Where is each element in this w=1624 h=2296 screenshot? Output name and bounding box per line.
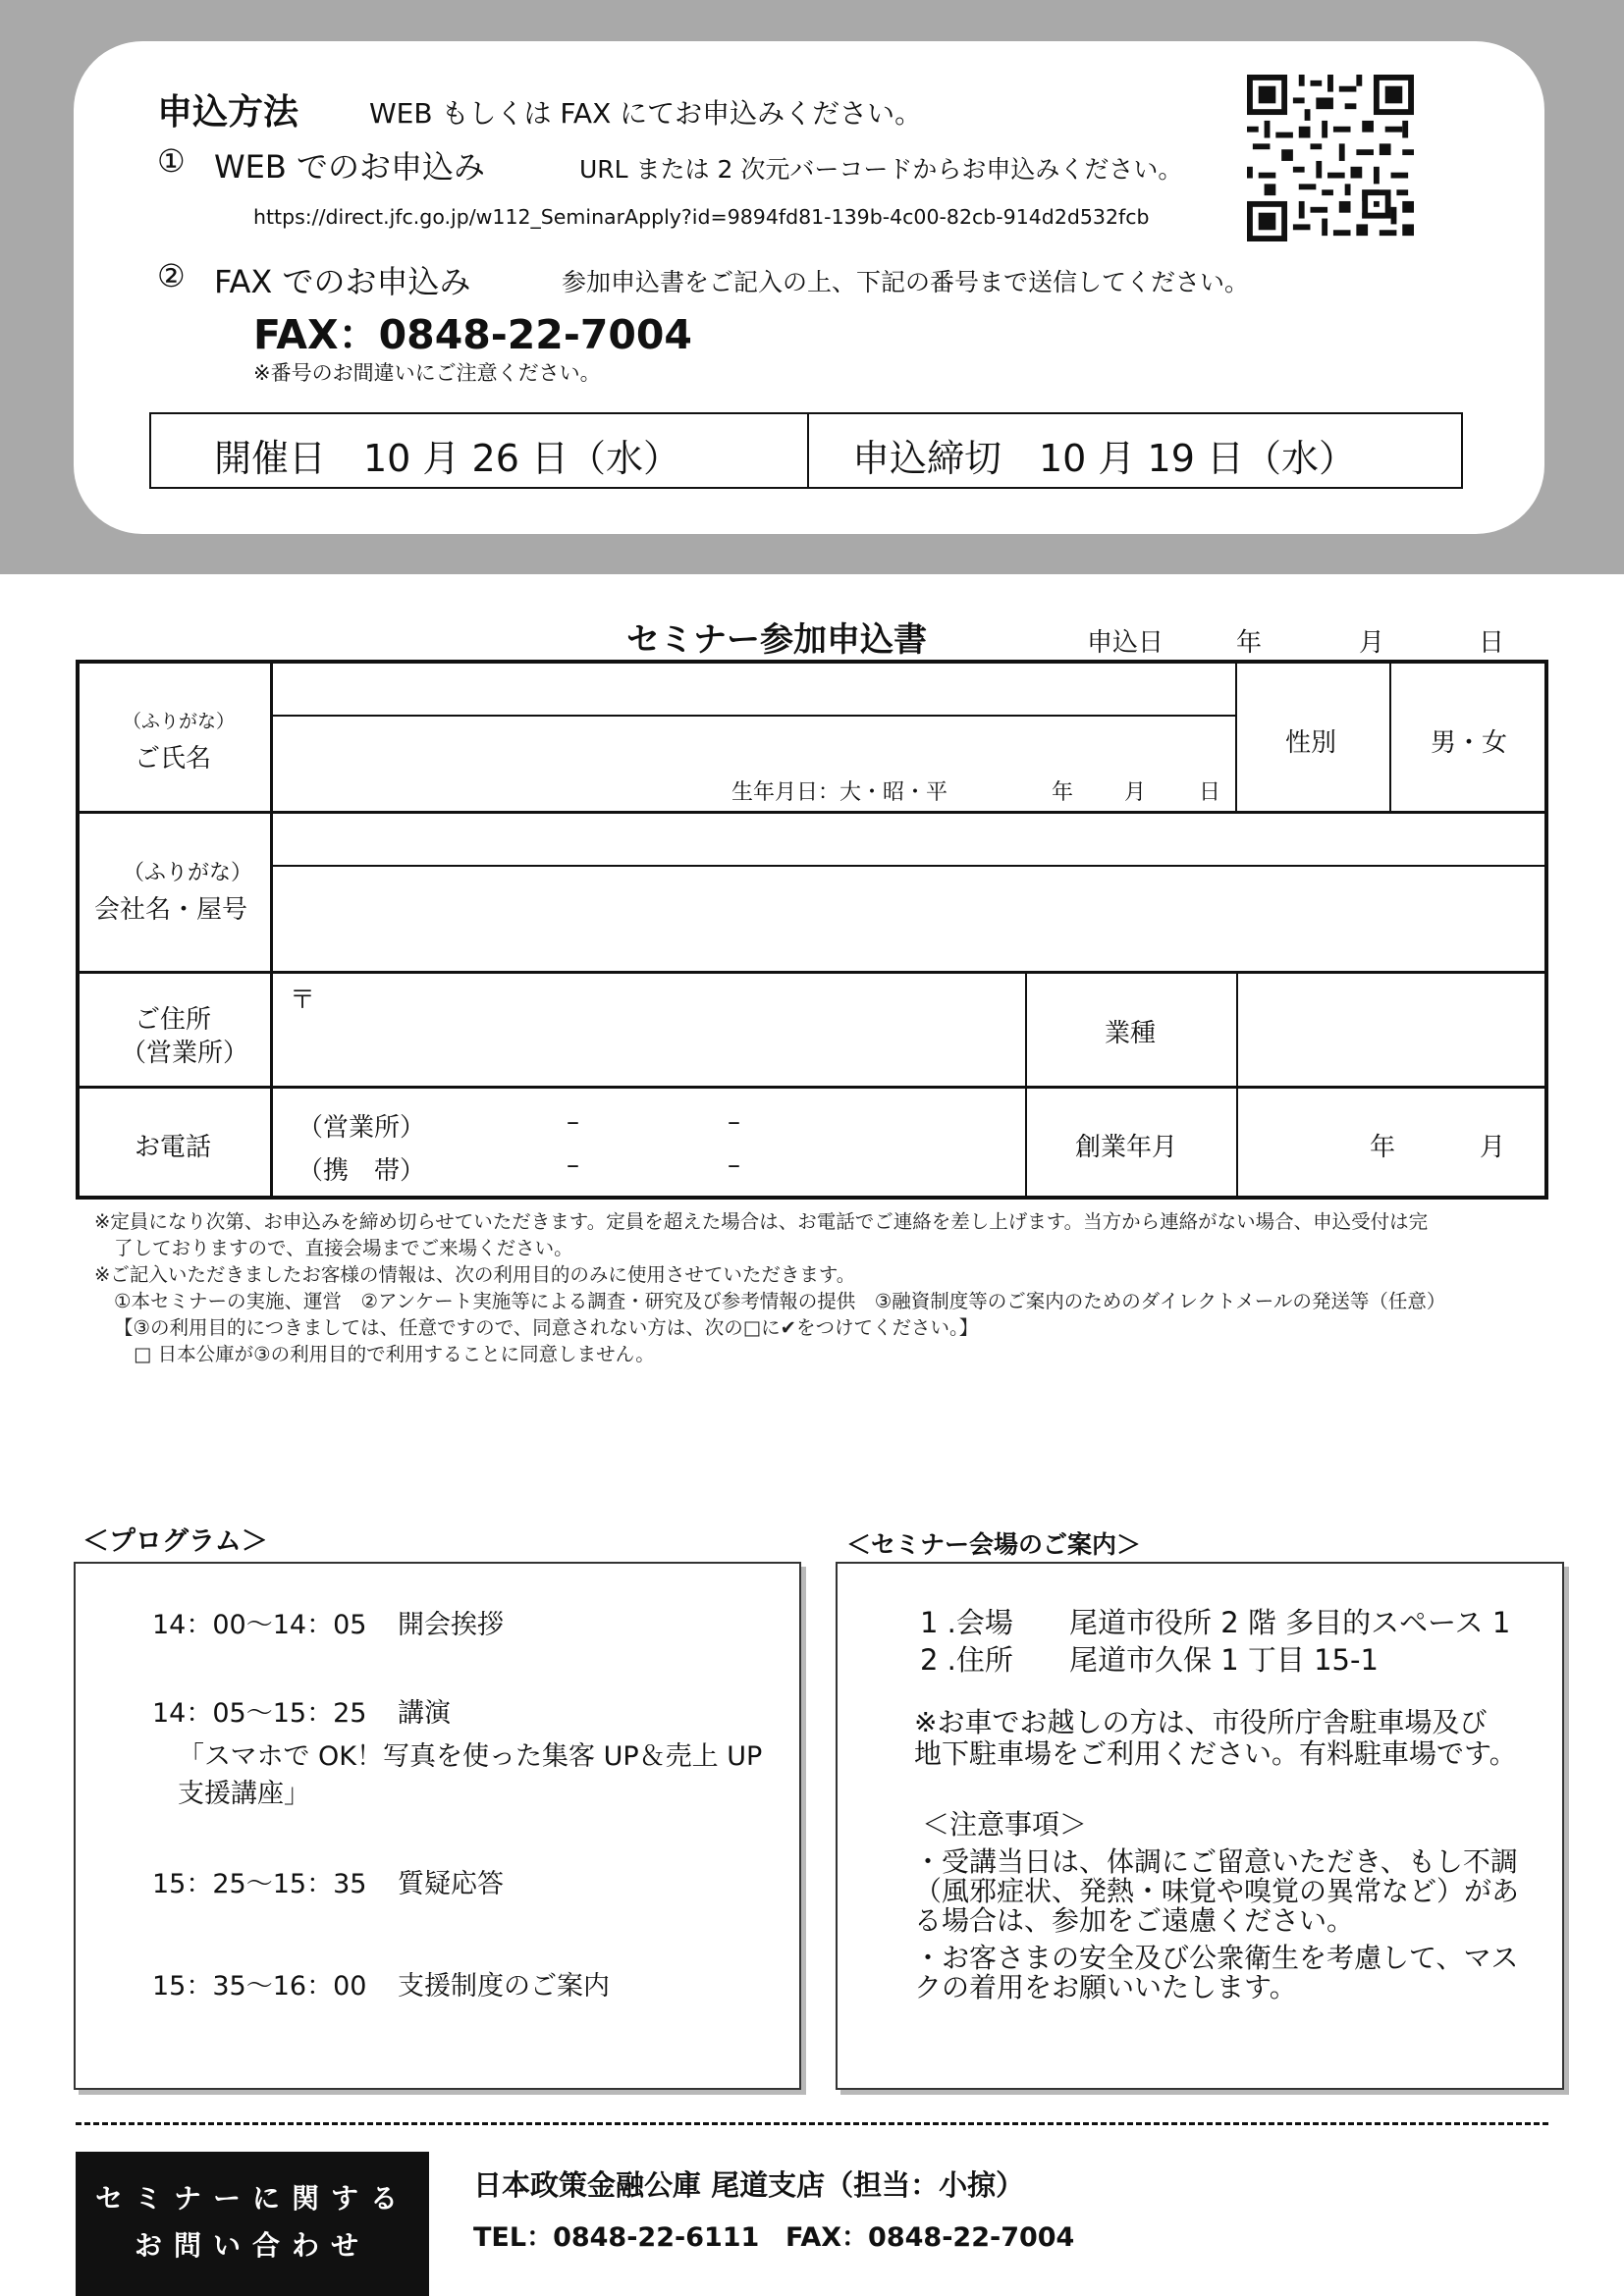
note-line-3: ※ご記入いただきましたお客様の情報は、次の利用目的のみに使用させていただきます。: [94, 1263, 856, 1286]
address-value-venue: 尾道市久保 1 丁目 15-1: [1069, 1643, 1379, 1677]
cut-line: [76, 2122, 1548, 2125]
company-furigana-divider: [272, 865, 1544, 867]
name-furigana-divider: [272, 715, 1236, 717]
program-title-3: 質疑応答: [398, 1869, 504, 1899]
contact-fax[interactable]: FAX：0848-22-7004: [785, 2222, 1075, 2253]
caution-2-line-2: クの着用をお願いいたします。: [914, 1971, 1297, 2003]
apply-date-month: 月: [1359, 628, 1385, 658]
apply-url[interactable]: https://direct.jfc.go.jp/w112_SeminarApply?id=9894fd81-139b-4c00-82cb-914d2d532fcb: [253, 205, 1150, 229]
address-sublabel: （営業所）: [121, 1039, 249, 1068]
venue-value: 尾道市役所 2 階 多目的スペース 1: [1069, 1606, 1511, 1639]
method-title: 申込方法: [157, 92, 299, 133]
birth-label: 生年月日：大・昭・平: [731, 780, 948, 805]
contact-label-box: [76, 2152, 429, 2296]
industry-divider: [1236, 971, 1238, 1196]
contact-label-line-1: セミナーに関する: [94, 2182, 409, 2215]
contact-tel[interactable]: TEL：0848-22-6111: [473, 2222, 760, 2253]
label-column-divider: [270, 664, 273, 1196]
phone-office-dash-2: –: [728, 1107, 740, 1137]
address-label: ご住所: [135, 1005, 212, 1035]
company-label: 会社名・屋号: [94, 895, 248, 925]
venue-heading: ＜セミナー会場のご案内＞: [846, 1530, 1142, 1559]
fax-title: FAX でのお申込み: [214, 263, 471, 300]
venue-label: 1 .会場: [920, 1606, 1013, 1639]
industry-field[interactable]: [1239, 974, 1543, 1085]
event-date: 開催日 10 月 26 日（水）: [214, 437, 680, 480]
venue-box: [836, 1562, 1564, 2090]
date-box-divider: [807, 414, 809, 487]
web-desc: URL または 2 次元バーコードからお申込みください。: [579, 155, 1183, 184]
company-furigana-label: （ふりがな）: [123, 861, 253, 885]
application-form: [76, 660, 1548, 1200]
address-divider: [1025, 971, 1027, 1196]
gender-options[interactable]: 男・女: [1431, 728, 1508, 758]
lecture-title-line-2: 支援講座」: [178, 1779, 310, 1809]
phone-mobile-dash-1: –: [567, 1150, 579, 1180]
apply-date-day: 日: [1479, 628, 1505, 658]
founded-year: 年: [1370, 1133, 1396, 1162]
caution-heading: ＜注意事項＞: [922, 1808, 1088, 1841]
caution-1-line-3: る場合は、参加をご遠慮ください。: [914, 1904, 1355, 1937]
birth-month: 月: [1124, 780, 1147, 805]
fax-number: FAX：0848-22-7004: [253, 311, 692, 358]
opt-out-checkbox[interactable]: □ 日本公庫が③の利用目的で利用することに同意しません。: [134, 1343, 655, 1365]
industry-label: 業種: [1105, 1019, 1157, 1048]
founded-month: 月: [1480, 1133, 1506, 1162]
program-time-2: 14：05〜15：25: [152, 1698, 367, 1729]
apply-date-year: 年: [1236, 628, 1263, 658]
name-furigana-label: （ふりがな）: [123, 711, 236, 732]
fax-number-mark: ②: [157, 257, 186, 294]
fax-desc: 参加申込書をご記入の上、下記の番号まで送信してください。: [562, 268, 1250, 296]
gender-value-divider: [1389, 664, 1391, 813]
postal-mark: 〒: [290, 986, 316, 1015]
apply-date-label: 申込日: [1087, 628, 1164, 658]
contact-label-line-2: お問い合わせ: [134, 2229, 370, 2262]
phone-mobile-dash-2: –: [728, 1150, 740, 1180]
deadline: 申込締切 10 月 19 日（水）: [852, 437, 1356, 480]
caution-1-line-1: ・受講当日は、体調にご留意いただき、もし不調: [914, 1845, 1518, 1878]
program-heading: ＜プログラム＞: [82, 1526, 268, 1557]
note-line-4: ①本セミナーの実施、運営 ②アンケート実施等による調査・研究及び参考情報の提供 ③融資制度等のご案内のためのダイレクトメールの発送等（任意）: [114, 1290, 1446, 1312]
birth-day: 日: [1199, 780, 1221, 805]
fax-note: ※番号のお間違いにご注意ください。: [253, 361, 601, 385]
parking-note-1: ※お車でお越しの方は、市役所庁舎駐車場及び: [914, 1706, 1488, 1738]
phone-label: お電話: [135, 1133, 212, 1162]
program-title-2: 講演: [398, 1698, 451, 1729]
program-title-1: 開会挨拶: [398, 1610, 504, 1640]
form-title: セミナー参加申込書: [626, 620, 927, 660]
gender-label: 性別: [1285, 728, 1337, 758]
phone-office-field[interactable]: [472, 1095, 1022, 1139]
web-number: ①: [157, 142, 186, 180]
contact-org: 日本政策金融公庫 尾道支店（担当：小掠）: [473, 2168, 1025, 2202]
phone-office-label: （営業所）: [298, 1113, 426, 1143]
caution-1-line-2: （風邪症状、発熱・味覚や嗅覚の異常など）があ: [914, 1875, 1520, 1907]
lecture-title-line-1: 「スマホで OK！写真を使った集客 UP＆売上 UP: [178, 1741, 763, 1772]
row-divider: [80, 1086, 1544, 1089]
method-desc: WEB もしくは FAX にてお申込みください。: [369, 97, 923, 130]
address-label-venue: 2 .住所: [920, 1643, 1013, 1677]
web-title: WEB でのお申込み: [214, 148, 485, 186]
program-title-4: 支援制度のご案内: [398, 1971, 610, 2002]
note-line-1: ※定員になり次第、お申込みを締め切らせていただきます。定員を超えた場合は、お電話でご連絡を差し上げます。当方から連絡がない場合、申込受付は完: [94, 1210, 1429, 1233]
phone-mobile-field[interactable]: [472, 1141, 1022, 1190]
company-field[interactable]: [274, 868, 1543, 970]
phone-office-dash-1: –: [567, 1107, 579, 1137]
caution-2-line-1: ・お客さまの安全及び公衆衛生を考慮して、マス: [914, 1942, 1519, 1974]
address-field[interactable]: [274, 974, 1024, 1085]
program-box: [74, 1562, 801, 2090]
program-time-4: 15：35〜16：00: [152, 1971, 367, 2002]
parking-note-2: 地下駐車場をご利用ください。有料駐車場です。: [914, 1737, 1517, 1770]
date-box: [149, 412, 1463, 489]
founded-label: 創業年月: [1075, 1133, 1178, 1162]
gender-divider: [1235, 664, 1237, 813]
birth-year: 年: [1052, 780, 1074, 805]
name-furigana-field[interactable]: [274, 664, 1234, 713]
company-furigana-field[interactable]: [274, 814, 1543, 863]
note-line-2: 了しておりますので、直接会場までご来場ください。: [114, 1237, 573, 1259]
program-time-3: 15：25〜15：35: [152, 1869, 367, 1899]
qr-code[interactable]: [1247, 75, 1414, 241]
note-line-5: 【③の利用目的につきましては、任意ですので、同意されない方は、次の□に✔をつけてください。】: [114, 1316, 979, 1339]
name-label: ご氏名: [135, 744, 212, 774]
phone-mobile-label: （携 帯）: [298, 1156, 426, 1186]
program-time-1: 14：00〜14：05: [152, 1610, 367, 1640]
